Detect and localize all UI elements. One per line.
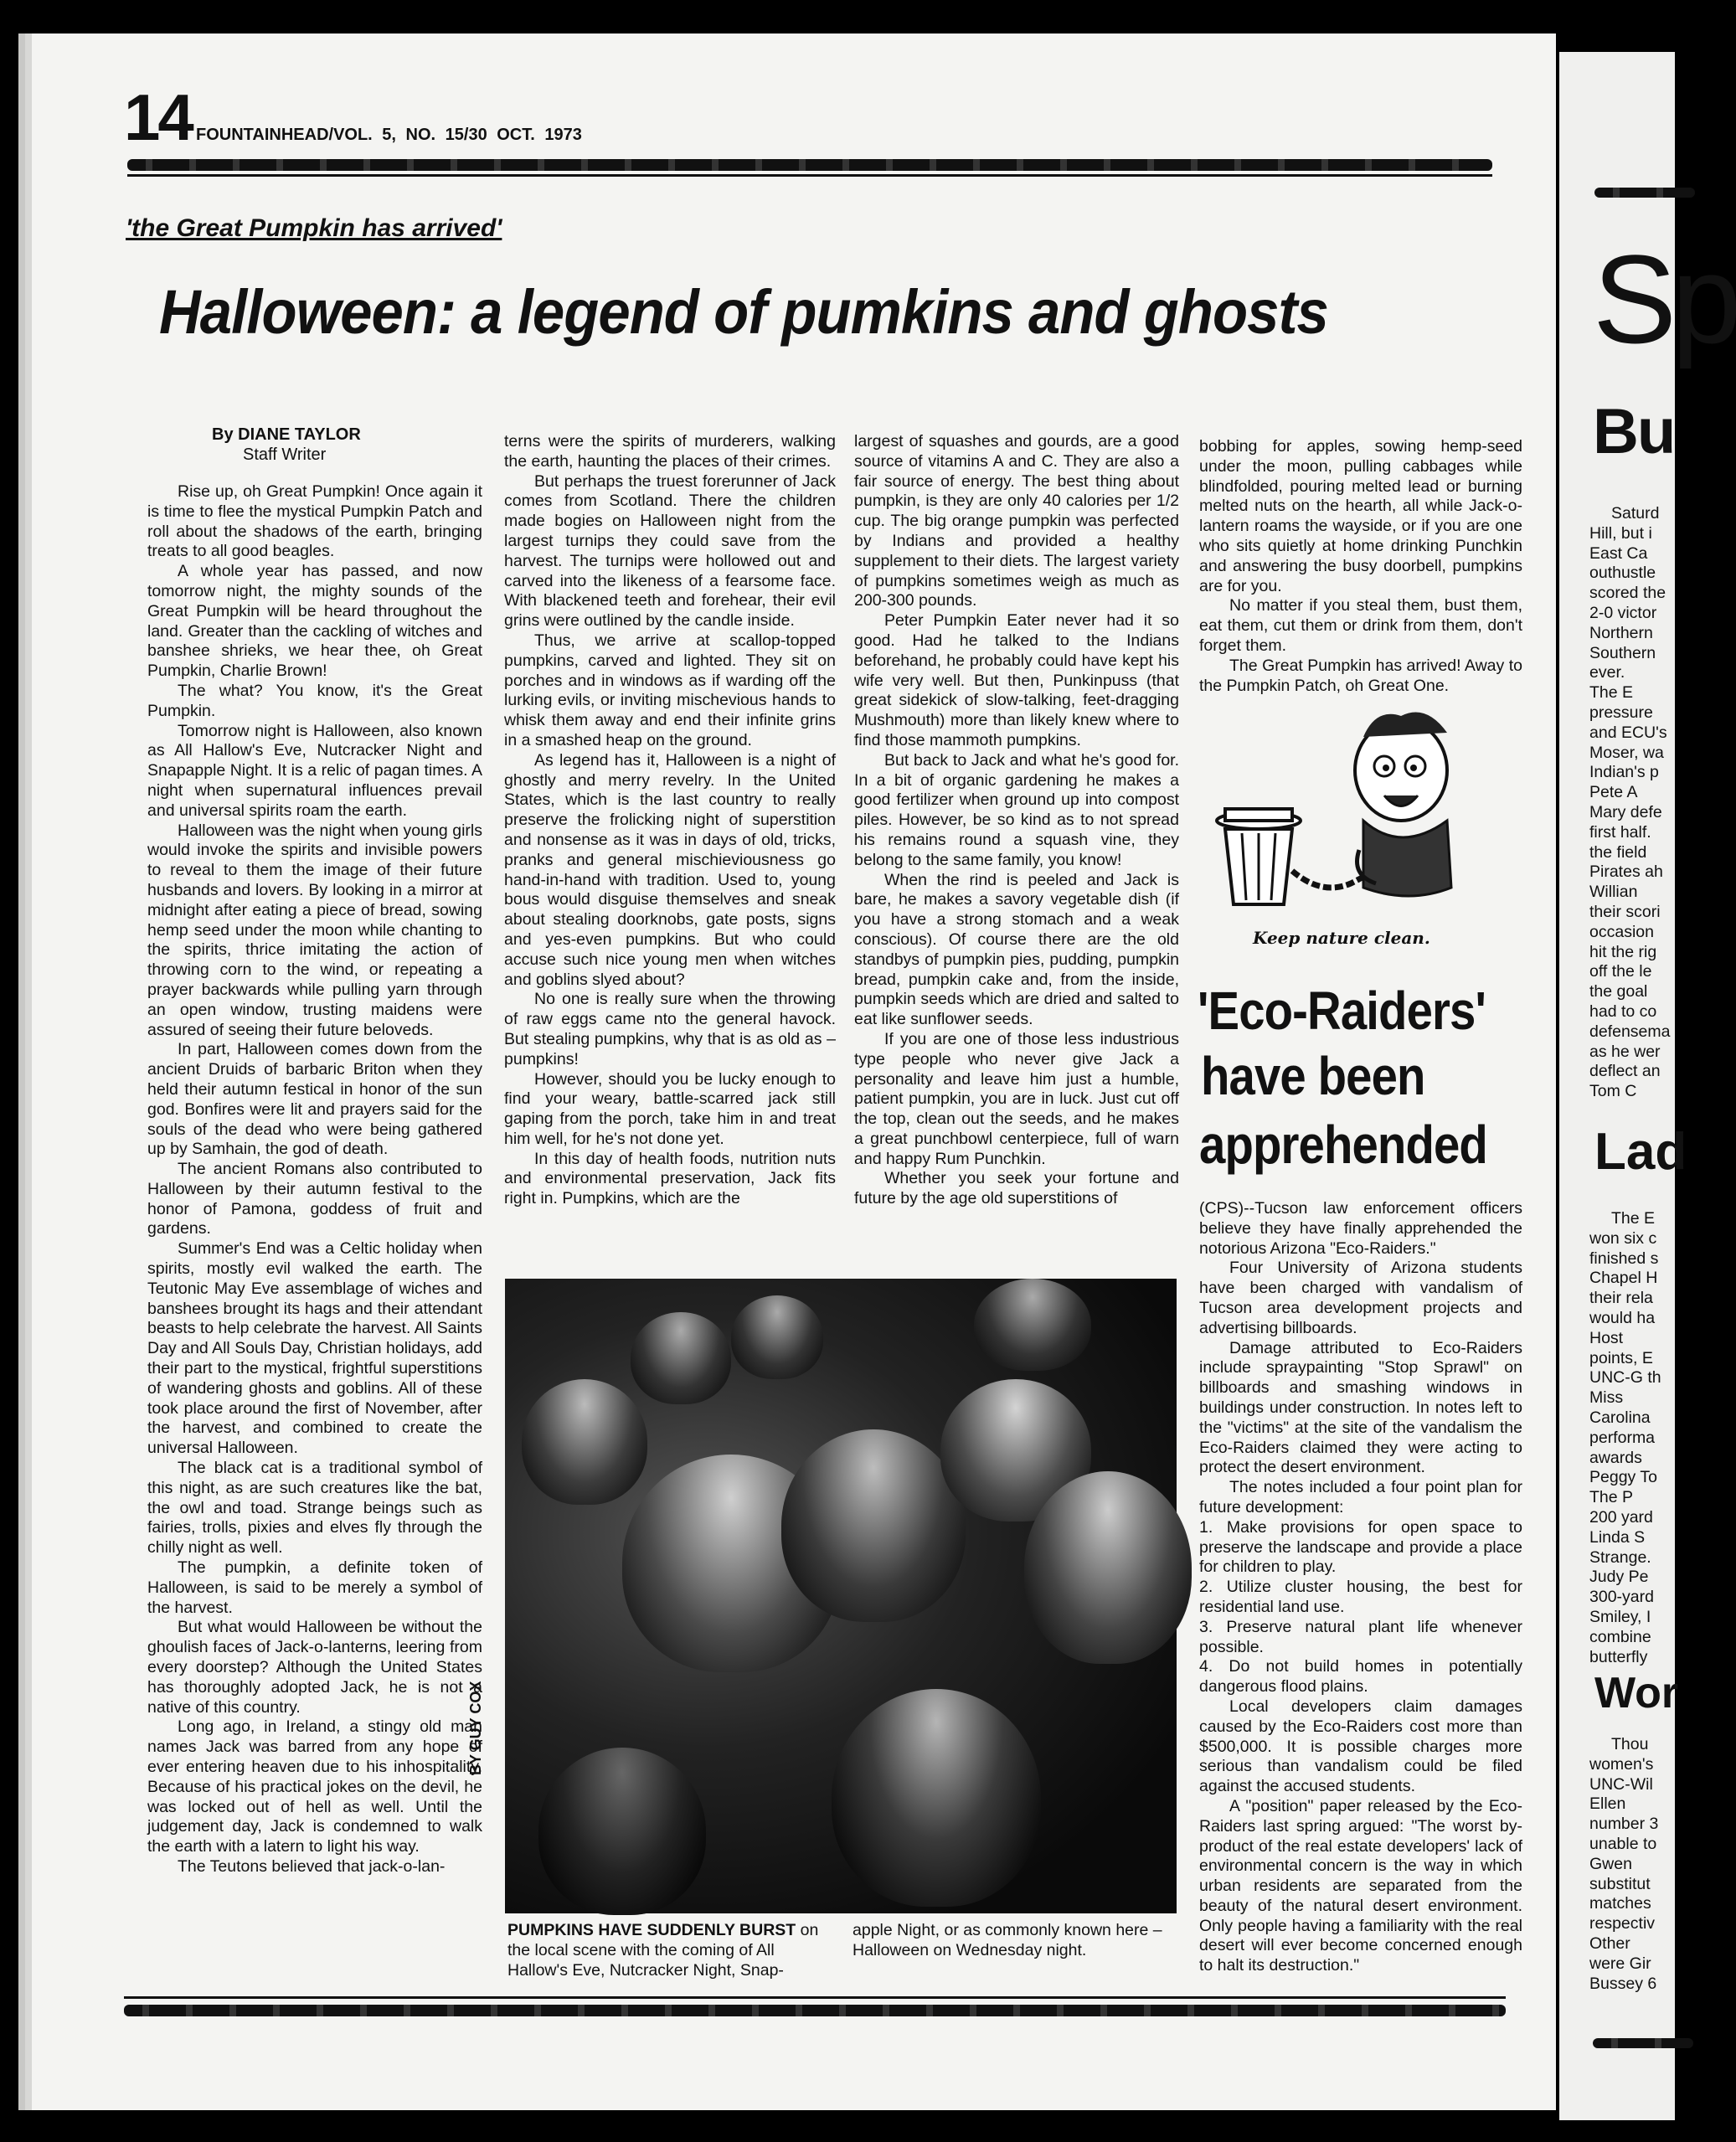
issue-line: FOUNTAINHEAD/VOL. 5, NO. 15/30 OCT. 1973: [196, 126, 582, 144]
edge-text-line: Other: [1589, 1934, 1630, 1953]
paragraph: But perhaps the truest forerunner of Jack comes from Scotland. There the children made bogies on Halloween night from the largest turnips they could save from the harvest. The turnips were hollowed out and carved into the likeness of a fearsome face. With blackened teeth and forehear, their evil grins were outlined by the candle inside.: [504, 471, 836, 631]
paragraph: When the rind is peeled and Jack is bare, he makes a savory vegetable dish (if you have a strong stomach and a weak conscious). Of course there are the old standbys of pumpkin pies, pudding, pumpkin bread, pumpkin cake and, from the inside, pumpkin seeds which are dried and salted to eat like sunflower seeds.: [854, 870, 1179, 1029]
footer-thin-rule: [124, 1996, 1506, 1999]
edge-text-line: East Ca: [1589, 543, 1648, 563]
edge-text-line: Thou: [1611, 1735, 1649, 1753]
edge-text-line: off the le: [1589, 962, 1652, 981]
trash-can-man-drawing: [1196, 703, 1522, 955]
photo-caption-text: apple Night, or as commonly known here – Halloween on Wednesday night.: [853, 1921, 1162, 1959]
edge-text-line: respectiv: [1589, 1914, 1656, 1933]
edge-text-line: were Gir: [1589, 1954, 1651, 1973]
masthead-rule: [127, 159, 1492, 171]
edge-text-line: finished s: [1589, 1249, 1659, 1268]
paragraph: The ancient Romans also contributed to Halloween by their autumn festival to the honor of Pamona, goddess of fruit and gardens.: [147, 1160, 482, 1238]
paragraph: If you are one of those less industrious type people who never give Jack a personality and leave him just a humble, patient pumpkin, you are in luck. Just cut off the top, clean out the seeds, and he makes a great punchbowl centerpiece, full of warn and happy Rum Punchkin.: [854, 1029, 1179, 1168]
edge-text-line: Judy Pe: [1589, 1568, 1649, 1587]
edge-heading-bu: Bu: [1593, 396, 1675, 467]
pumpkin-shape: [538, 1748, 706, 1915]
edge-heading-sp: Sp: [1593, 229, 1736, 369]
paragraph: The black cat is a traditional symbol of this night, as are such creatures like the bat, the owl and toad. Strange beings such as fairies, trolls, pixies and elves fly through the chilly night as well.: [147, 1459, 482, 1558]
edge-text-line: Saturd: [1611, 504, 1660, 523]
edge-text-line: Bussey 6: [1589, 1974, 1657, 1993]
paragraph: In this day of health foods, nutrition nuts and environmental preservation, Jack fits right in. Pumpkins, which are the: [504, 1149, 836, 1208]
edge-text-line: outhustle: [1589, 564, 1656, 583]
edge-text-line: Pirates ah: [1589, 862, 1663, 882]
paragraph: Thus, we arrive at scallop-topped pumpkins, carved and lighted. They sit on porches and in windows as if warding off the lurking evils, or inviting mischevious hands to whisk them away and end their infinite grins in a smashed heap on the ground.: [504, 631, 836, 749]
pumpkin-shape: [781, 1429, 966, 1622]
edge-text-line: Carolina: [1589, 1408, 1651, 1427]
newspaper-page: [32, 33, 1556, 2110]
page-number: 14: [124, 80, 192, 154]
plan-item: 1. Make provisions for open space to preserve the landscape and provide a place for children to play.: [1199, 1517, 1522, 1577]
pumpkin-shape: [832, 1689, 1041, 1907]
paragraph: largest of squashes and gourds, are a good source of vitamins A and C. They are also a fair source of energy. The best thing about pumpkin, is they are only 40 calories per 1/2 cup. The big orange pumpkin was perfected by Indians and provided a healthy supplement to their diets. The largest variety of pumpkins sometimes weigh as much as 200-300 pounds.: [854, 432, 1179, 610]
article-column-2: [504, 432, 836, 1209]
headline: Halloween: a legend of pumkins and ghosts: [159, 277, 1328, 347]
edge-text-line: hit the rig: [1589, 942, 1657, 961]
edge-text-line: Pete A: [1589, 783, 1638, 802]
edge-text-line: Tom C: [1589, 1082, 1637, 1101]
edge-text-line: Southern: [1589, 643, 1656, 662]
eco-headline-line-3: apprehended: [1199, 1115, 1487, 1175]
paragraph: The notes included a four point plan for future development:: [1199, 1478, 1522, 1516]
cartoon-illustration: [1196, 703, 1522, 955]
photo-caption-lead: PUMPKINS HAVE SUDDENLY BURST: [507, 1921, 796, 1939]
paragraph: But what would Halloween be without the ghoulish faces of Jack-o-lanterns, leering from every doorstep? Although the United States has thoroughly adopted Jack, he is not a native of this country.: [147, 1618, 482, 1717]
edge-text-line: Chapel H: [1589, 1269, 1658, 1288]
article-column-3: [854, 432, 1179, 1209]
edge-text-line: The P: [1589, 1488, 1634, 1507]
paragraph: Long ago, in Ireland, a stingy old man names Jack was barred from any hope of ever entering heaven due to his inhospitality. Because of his practical jokes on the devil, he was locked out of hell as well. Until the judgement day, Jack is condemned to walk the earth with a latern to light his way.: [147, 1717, 482, 1856]
edge-text-line: butterfly: [1589, 1647, 1648, 1666]
paragraph: But back to Jack and what he's good for. In a bit of organic gardening he makes a good fertilizer when ground up into compost piles. However, be so kind as to not spread his remains round a squash vine, they belong to the same family, you know!: [854, 750, 1179, 869]
eco-headline-line-2: have been: [1201, 1046, 1425, 1106]
edge-text-line: Northern: [1589, 623, 1653, 642]
edge-text-line: scored the: [1589, 584, 1666, 603]
pumpkin-shape: [731, 1295, 823, 1379]
edge-text-line: Host: [1589, 1328, 1624, 1347]
edge-text-line: Hill, but i: [1589, 523, 1652, 543]
edge-text-line: The E: [1611, 1209, 1656, 1228]
paragraph: Halloween was the night when young girls would invoke the spirits and invisible powers to reveal to them the image of their future husbands and lovers. By looking in a mirror at midnight after eating a piece of bread, sowing hemp seed under the moon while chanting to the spirits, thrice imitating the action of throwing corn to the wind, or repeating a prayer backwards while pulling yarn through an open window, trusting maidens were assured of seeing their future beloveds.: [147, 821, 482, 1039]
paragraph: Rise up, oh Great Pumpkin! Once again it is time to flee the mystical Pumpkin Patch and roll about the shadows of the earth, bringing treats to all good beagles.: [147, 482, 482, 561]
paragraph: bobbing for apples, sowing hemp-seed under the moon, pulling cabbages while blindfolded, pouring melted lead or burning melted nuts on the hearth, all while Jack-o-lantern roams the wayside, or if you are one who sits quietly at home drinking Punchkin and answering the busy doorbell, pumpkins are for you.: [1199, 437, 1522, 595]
paragraph: Damage attributed to Eco-Raiders include spraypainting "Stop Sprawl" on billboards and smashing windows in buildings under construction. In notes left to the "victims" at the site of the vandalism the Eco-Raiders claimed they were acting to protect the desert environment.: [1199, 1338, 1522, 1477]
edge-text-line: pressure: [1589, 703, 1653, 722]
paragraph: No matter if you steal them, bust them, eat them, cut them or drink from them, don't forget them.: [1199, 596, 1522, 655]
masthead-thin-rule: [127, 174, 1492, 177]
byline-name: By DIANE TAYLOR: [212, 425, 361, 444]
edge-text-line: number 3: [1589, 1815, 1659, 1834]
edge-text-line: would ha: [1589, 1309, 1656, 1327]
edge-text-line: unable to: [1589, 1835, 1657, 1853]
edge-text-line: 200 yard: [1589, 1508, 1653, 1527]
edge-text-line: their rela: [1589, 1289, 1653, 1308]
edge-text-line: Moser, wa: [1589, 743, 1664, 762]
edge-text-line: and ECU's: [1589, 723, 1667, 742]
photo-credit: BY GUY COX: [467, 1681, 484, 1775]
edge-text-line: performa: [1589, 1428, 1656, 1447]
edge-text-line: Smiley, I: [1589, 1608, 1651, 1626]
paragraph: Summer's End was a Celtic holiday when spirits, mostly evil walked the earth. The Teutonic May Eve assemblage of wiches and banshees brought its hags and their attendant beasts to help celebrate the harvest. All Saints Day and All Souls Day, Christian holidays, add their part to the mystical, frightful superstitions of wandering ghosts and goblins. All of these took place around the first of November, after the harvest, and combined to create the universal Halloween.: [147, 1239, 482, 1458]
paragraph: terns were the spirits of murderers, walking the earth, haunting the places of their crimes.: [504, 432, 836, 471]
edge-text-line: Strange.: [1589, 1547, 1651, 1567]
edge-text-line: 300-yard: [1589, 1588, 1654, 1607]
paragraph: Four University of Arizona students have been charged with vandalism of Tucson area development projects and advertising billboards.: [1199, 1259, 1522, 1337]
edge-text-line: Mary defe: [1589, 803, 1662, 821]
edge-text-line: matches: [1589, 1894, 1651, 1913]
paragraph: (CPS)--Tucson law enforcement officers believe they have finally apprehended the notorious Arizona "Eco-Raiders.": [1199, 1199, 1522, 1258]
edge-text-line: defensema: [1589, 1022, 1671, 1041]
cartoon-caption: Keep nature clean.: [1253, 928, 1430, 948]
edge-text-line: won six c: [1589, 1228, 1657, 1248]
edge-text-line: UNC-G th: [1589, 1368, 1661, 1388]
edge-text-line: points, E: [1589, 1348, 1653, 1367]
edge-heading-la: Lad: [1594, 1123, 1687, 1181]
paragraph: Whether you seek your fortune and future by the age old superstitions of: [854, 1169, 1179, 1208]
edge-text-line: Miss: [1589, 1388, 1624, 1408]
paragraph: The Teutons believed that jack-o-lan-: [178, 1856, 446, 1876]
photo-caption-text: on the local scene with the coming of All Hallow's Eve, Nutcracker Night, Snap-: [507, 1921, 819, 1980]
edge-text-line: the goal: [1589, 982, 1648, 1001]
edge-text-line: combine: [1589, 1627, 1651, 1646]
pumpkin-patch-photo: [505, 1279, 1177, 1913]
paragraph: As legend has it, Halloween is a night of ghostly and merry revelry. In the United States, which is the last country to really preserve the frolicking night of superstition and nonsense as it was in days of old, tricks, pranks and general mischieviousness go hand-in-hand with tradition. Used to, young bous would disguise themselves and sneak about stealing doorknobs, gate posts, signs and yes-even pumpkins. But who could accuse such nice young men when witches and goblins slyed about?: [504, 750, 836, 989]
photo-caption-left: [507, 1921, 831, 1980]
edge-text-line: Willian: [1589, 883, 1638, 902]
pumpkin-shape: [631, 1312, 731, 1404]
edge-text-line: occasion: [1589, 922, 1654, 941]
edge-footer-rule: [1593, 2038, 1693, 2048]
edge-text-line: UNC-Wil: [1589, 1774, 1653, 1794]
pumpkin-shape: [1024, 1471, 1192, 1664]
edge-text-line: Linda S: [1589, 1527, 1646, 1547]
pumpkin-shape: [522, 1379, 647, 1505]
article-column-1: [147, 482, 482, 1877]
edge-text-line: deflect an: [1589, 1062, 1661, 1081]
paragraph: Tomorrow night is Halloween, also known as All Hallow's Eve, Nutcracker Night and Snapapple Night. It is a relic of pagan times. A night when supernatural influences prevail and universal spirits roam the earth.: [147, 721, 482, 820]
edge-text-line: women's: [1589, 1754, 1654, 1774]
edge-text-line: their scori: [1589, 903, 1661, 921]
adjacent-page-edge: [1559, 52, 1736, 2120]
photo-caption-right: [853, 1921, 1176, 1961]
edge-text-line: the field: [1589, 842, 1647, 862]
paragraph: Local developers claim damages caused by the Eco-Raiders cost more than $500,000. It is possible charges more serious than vandalism could be filed against the accused students.: [1199, 1697, 1522, 1796]
edge-rule: [1594, 188, 1695, 198]
edge-text-line: first half.: [1589, 822, 1651, 842]
edge-text-line: 2-0 victor: [1589, 604, 1657, 622]
article-column-4: [1199, 437, 1522, 696]
edge-text-line: ever.: [1589, 663, 1625, 682]
edge-text-line: had to co: [1589, 1002, 1657, 1021]
edge-text-line: Ellen: [1589, 1794, 1626, 1814]
edge-text-line: Peggy To: [1589, 1468, 1657, 1487]
paragraph: The Great Pumpkin has arrived! Away to the Pumpkin Patch, oh Great One.: [1199, 656, 1522, 695]
paragraph: A whole year has passed, and now tomorrow night, the mighty sounds of the Great Pumpkin will be heard throughout the land. Greater than the cackling of witches and banshee shrieks, we hear thee, oh Great Pumpkin, Charlie Brown!: [147, 562, 482, 681]
byline-role: Staff Writer: [243, 445, 327, 464]
paragraph: The pumpkin, a definite token of Halloween, is said to be merely a symbol of the harvest.: [147, 1558, 482, 1617]
footer-rule: [124, 2005, 1506, 2016]
plan-item: 2. Utilize cluster housing, the best for residential land use.: [1199, 1578, 1522, 1616]
paragraph: In part, Halloween comes down from the ancient Druids of barbaric Briton when they held their autumn festical in honor of the sun god. Bonfires were lit and prayers said for the souls of the dead who were being gathered up by Samhain, the god of death.: [147, 1040, 482, 1159]
edge-text-line: The E: [1589, 683, 1634, 703]
plan-item: 4. Do not build homes in potentially dangerous flood plains.: [1199, 1657, 1522, 1697]
eco-headline-line-1: 'Eco-Raiders': [1198, 981, 1486, 1041]
kicker: 'the Great Pumpkin has arrived': [126, 214, 502, 242]
plan-item: 3. Preserve natural plant life whenever possible.: [1199, 1617, 1522, 1656]
edge-text-line: Gwen: [1589, 1854, 1632, 1873]
edge-text-line: as he wer: [1589, 1042, 1661, 1061]
edge-heading-wo: Wor: [1594, 1669, 1679, 1717]
paragraph: The what? You know, it's the Great Pumpkin.: [147, 681, 482, 720]
eco-article: [1199, 1199, 1522, 1976]
paragraph: However, should you be lucky enough to find your weary, battle-scarred jack still gaping from the porch, take him in and treat him well, for he's not done yet.: [504, 1069, 836, 1148]
paragraph: No one is really sure when the throwing of raw eggs came nto the general havock. But stealing pumpkins, why that is as old as – pumpkins!: [504, 990, 836, 1068]
paragraph: Peter Pumpkin Eater never had it so good. Had he talked to the Indians beforehand, he probably could have kept his wife very well. But then, Punkinpuss (that great sidekick of slow-talking, feet-dragging Mushmouth) more than likely knew where to find those mammoth pumpkins.: [854, 611, 1179, 749]
edge-text-line: Indian's p: [1589, 763, 1659, 782]
paragraph: A "position" paper released by the Eco-Raiders last spring argued: "The worst by-product of the real estate developers' lack of environmental concern is the way in which urban residents are separated from the beauty of the natural desert environment. Only people having a familiarity with the real desert will ever become concerned enough to halt its destruction.": [1199, 1796, 1522, 1975]
pumpkin-shape: [974, 1279, 1091, 1371]
edge-text-line: substitut: [1589, 1874, 1651, 1893]
edge-text-line: awards: [1589, 1448, 1642, 1467]
